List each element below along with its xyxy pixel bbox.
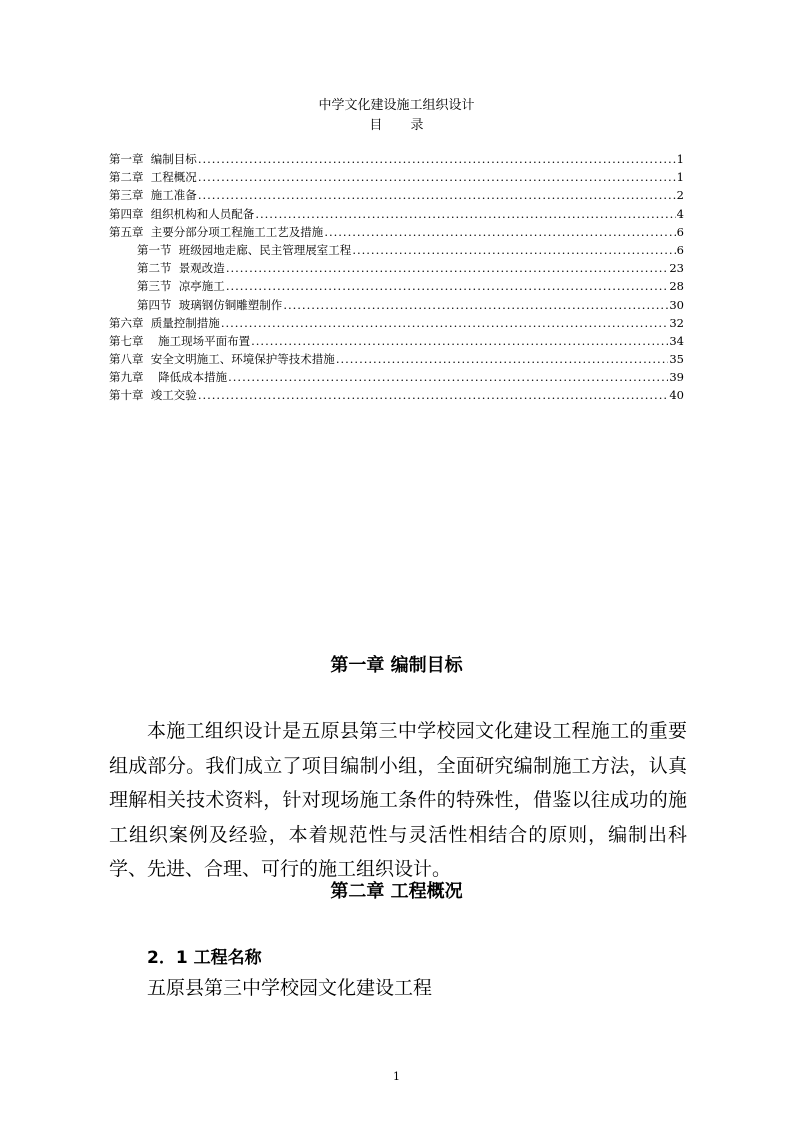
toc-entry-page: 6 [676, 242, 684, 257]
toc-entry[interactable] [109, 186, 684, 204]
toc-entry-page: 32 [669, 315, 684, 330]
toc-leader-dots [198, 186, 676, 204]
toc-entry[interactable] [109, 259, 684, 277]
toc-entry-label: 第二节 景观改造 [137, 261, 225, 276]
toc-leader-dots [251, 332, 668, 350]
toc-entry[interactable] [109, 277, 684, 295]
toc-leader-dots [198, 168, 676, 186]
toc-entry[interactable] [109, 296, 684, 314]
toc-entry-page: 1 [676, 152, 684, 166]
toc-entry[interactable] [109, 223, 684, 241]
toc-entry-label: 第四章 组织机构和人员配备 [109, 206, 255, 221]
toc-entry-label: 第一节 班级园地走廊、民主管理展室工程 [137, 242, 352, 257]
toc-entry[interactable] [109, 205, 684, 223]
toc-entry[interactable] [109, 332, 684, 350]
toc-entry-page: 6 [676, 224, 684, 239]
toc-entry[interactable] [109, 168, 684, 186]
toc-entry-page: 23 [669, 261, 684, 276]
section-text: 五原县第三中学校园文化建设工程 [147, 977, 433, 999]
chapter-1-heading: 第一章 编制目标 [330, 655, 463, 676]
section-heading: 2．1 工程名称 [147, 948, 262, 968]
toc-entry-page: 34 [669, 333, 684, 348]
toc-title: 目 录 [369, 118, 436, 133]
toc-leader-dots [226, 277, 669, 295]
chapter-1-paragraph: 本施工组织设计是五原县第三中学校园文化建设工程施工的重要组成部分。我们成立了项目编制小组，全面研究编制施工方法，认真理解相关技术资料，针对现场施工条件的特殊性，借鉴以往成功的施工组织案例及经验，本着规范性与灵活性相结合的原则，编制出科学、先进、合理、可行的施工组织设计。 [109, 720, 687, 880]
toc-entry-label: 第二章 工程概况 [109, 170, 197, 185]
toc-entry[interactable] [109, 386, 684, 404]
toc-entry[interactable] [109, 150, 684, 168]
toc-entry-page: 30 [669, 297, 684, 312]
toc-entry-page: 1 [676, 170, 684, 185]
toc-entry-label: 第四节 玻璃钢仿铜雕塑制作 [137, 297, 283, 312]
toc-leader-dots [352, 241, 675, 259]
toc-entry[interactable] [109, 241, 684, 259]
toc-entry-label: 第三节 凉亭施工 [137, 279, 225, 294]
toc-entry-label: 第七章 施工现场平面布置 [109, 333, 251, 348]
toc-leader-dots [198, 150, 676, 168]
toc-entry-page: 40 [669, 388, 684, 403]
toc-entry-label: 第三章 施工准备 [109, 188, 197, 203]
toc-entry[interactable] [109, 314, 684, 332]
toc-entry-label: 第八章 安全文明施工、环境保护等技术措施 [109, 352, 335, 367]
toc-entry-page: 2 [676, 188, 684, 203]
toc-entry-label: 第十章 竣工交验 [109, 388, 197, 403]
toc-leader-dots [221, 314, 669, 332]
document-title: 中学文化建设施工组织设计 [318, 98, 475, 113]
toc-leader-dots [283, 296, 668, 314]
toc-entry[interactable] [109, 368, 684, 386]
toc-entry-page: 35 [669, 352, 684, 367]
toc-leader-dots [228, 368, 668, 386]
page-number: 1 [393, 1070, 400, 1083]
toc-leader-dots [198, 386, 669, 404]
toc-leader-dots [324, 223, 675, 241]
toc-entry-label: 第九章 降低成本措施 [109, 370, 228, 385]
toc-entry-label: 第五章 主要分部分项工程施工工艺及措施 [109, 224, 324, 239]
toc-entry-page: 28 [669, 279, 684, 294]
table-of-contents [109, 150, 684, 405]
toc-leader-dots [226, 259, 669, 277]
toc-entry-label: 第六章 质量控制措施 [109, 315, 220, 330]
toc-leader-dots [255, 205, 675, 223]
toc-leader-dots [336, 350, 669, 368]
toc-entry-label: 第一章 编制目标 [109, 152, 197, 166]
toc-entry[interactable] [109, 350, 684, 368]
chapter-2-heading: 第二章 工程概况 [330, 881, 463, 902]
toc-entry-page: 4 [676, 206, 684, 221]
toc-entry-page: 39 [669, 370, 684, 385]
